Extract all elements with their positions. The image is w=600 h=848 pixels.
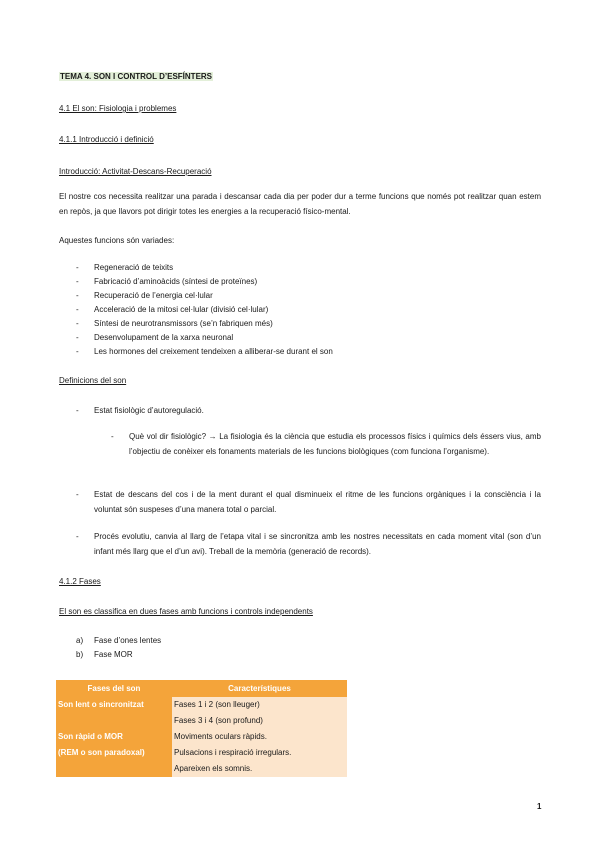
functions-intro: Aquestes funcions són variades: bbox=[59, 236, 175, 245]
definition-3: - Procés evolutiu, canvia al llarg de l’etapa vital i se sincronitza amb les nostres necessitats en cada moment vital (son d’un infant més llarg que el d’un avi). Treball de la memòria (generació de records). bbox=[76, 532, 541, 556]
table-header-cell: Característiques bbox=[172, 680, 347, 697]
phases-intro: El son es classifica en dues fases amb funcions i controls independents bbox=[59, 607, 313, 616]
table-header-cell: Fases del son bbox=[56, 680, 172, 697]
list-item: - Recuperació de l’energia cel·lular bbox=[94, 289, 333, 303]
table-row bbox=[56, 697, 347, 729]
list-item: - Les hormones del creixement tendeixen a alliberar-se durant el son bbox=[94, 345, 333, 359]
section-heading-4-1-2: 4.1.2 Fases bbox=[59, 577, 101, 586]
definition-1: - Estat fisiològic d’autoregulació. bbox=[76, 406, 204, 415]
phases-list bbox=[76, 634, 161, 662]
table-row-head: Son ràpid o MOR (REM o son paradoxal) bbox=[56, 729, 172, 777]
list-item: - Regeneració de teixits bbox=[94, 261, 333, 275]
definitions-heading: Definicions del son bbox=[59, 376, 127, 385]
list-item: a) Fase d’ones lentes bbox=[76, 636, 162, 645]
definition-2: - Estat de descans del cos i de la ment durant el qual disminueix el ritme de les funcions orgàniques i la consciència i la voluntat són suspeses d’una manera total o parcial. bbox=[76, 490, 541, 514]
list-item: b) Fase MOR bbox=[76, 650, 133, 659]
table-cell: Fases 1 i 2 (son lleuger) Fases 3 i 4 (son profund) bbox=[172, 697, 347, 729]
section-heading-4-1: 4.1 El son: Fisiologia i problemes bbox=[59, 104, 177, 113]
page-number: 1 bbox=[537, 802, 542, 811]
section-heading-4-1-1: 4.1.1 Introducció i definició bbox=[59, 135, 154, 144]
table-row-head: Son lent o sincronitzat bbox=[56, 697, 172, 729]
list-item: - Síntesi de neurotransmissors (se’n fabriquen més) bbox=[94, 317, 333, 331]
list-item: - Fabricació d’aminoàcids (síntesi de proteïnes) bbox=[94, 275, 333, 289]
intro-paragraph: El nostre cos necessita realitzar una parada i descansar cada dia per poder dur a terme funcions que només pot realitzar quan estem en repòs, ja que llavors pot dirigir totes les energies a la recuperació físico-mental. bbox=[59, 192, 541, 216]
sleep-phases-table bbox=[56, 680, 347, 777]
definition-1-sub: - Què vol dir fisiològic? → La fisiologia és la ciència que estudia els processos físics i químics dels éssers vius, amb l’objectiu de conèixer els fonaments materials de les funcions biològiques (com funciona l’organisme). bbox=[111, 432, 541, 456]
table-cell: Moviments oculars ràpids. Pulsacions i respiració irregulars. Apareixen els somnis. bbox=[172, 729, 347, 777]
table-header-row bbox=[56, 680, 347, 697]
list-item: - Desenvolupament de la xarxa neuronal bbox=[94, 331, 333, 345]
list-item: - Acceleració de la mitosi cel·lular (divisió cel·lular) bbox=[94, 303, 333, 317]
document-title: TEMA 4. SON I CONTROL D’ESFÍNTERS bbox=[60, 72, 213, 81]
intro-heading: Introducció: Activitat-Descans-Recuperació bbox=[59, 167, 212, 176]
table-row bbox=[56, 729, 347, 777]
functions-list bbox=[94, 261, 333, 359]
